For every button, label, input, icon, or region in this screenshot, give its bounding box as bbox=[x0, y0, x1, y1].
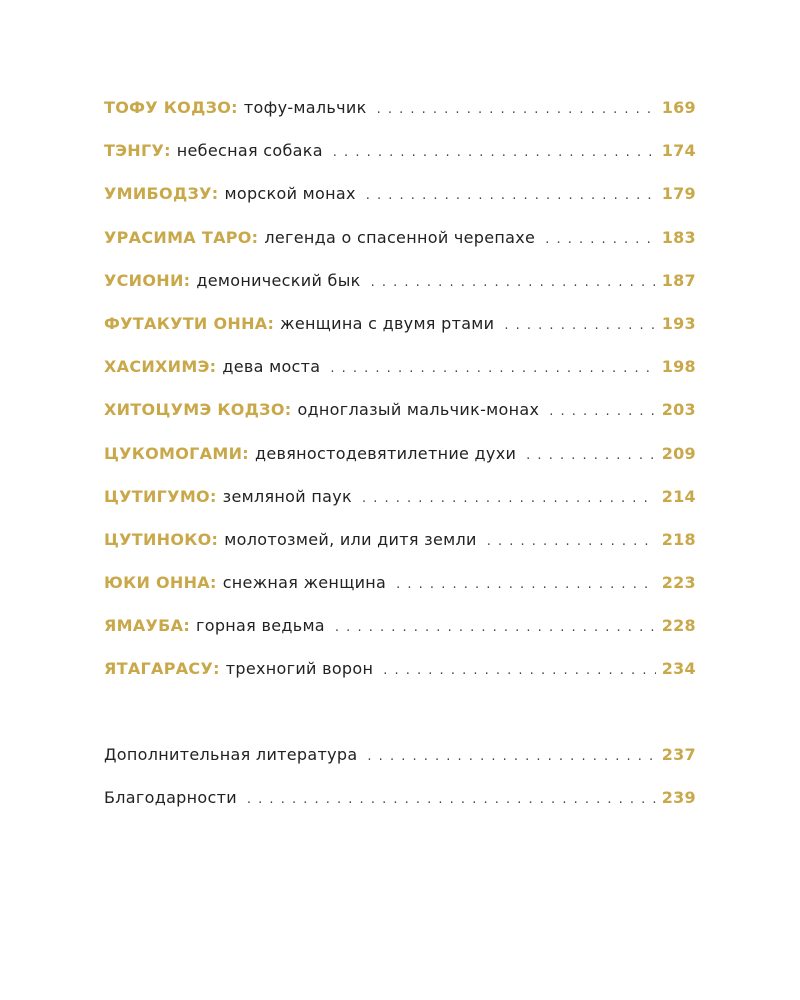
dot-leader bbox=[396, 574, 656, 596]
toc-entry[interactable] bbox=[104, 615, 696, 658]
entry-name: ФУТАКУТИ ОННА: bbox=[104, 313, 275, 333]
dot-leader bbox=[333, 142, 656, 164]
entry-name: ХАСИХИМЭ: bbox=[104, 357, 217, 377]
page-number: 228 bbox=[661, 616, 696, 636]
chapter-list bbox=[104, 97, 696, 702]
dot-leader bbox=[549, 401, 655, 423]
entry-subtitle: одноглазый мальчик-монах bbox=[297, 400, 540, 420]
page-number: 223 bbox=[661, 573, 696, 593]
entry-name: ТЭНГУ: bbox=[104, 141, 171, 161]
page-number: 214 bbox=[661, 486, 696, 506]
toc-entry[interactable] bbox=[104, 658, 696, 701]
entry-title: Благодарности bbox=[104, 788, 237, 808]
dot-leader bbox=[545, 229, 656, 251]
entry-subtitle: женщина с двумя ртами bbox=[280, 313, 495, 333]
toc-entry[interactable] bbox=[104, 183, 696, 226]
dot-leader bbox=[366, 185, 656, 207]
entry-subtitle: горная ведьма bbox=[196, 616, 325, 636]
entry-title: Дополнительная литература bbox=[104, 745, 358, 764]
dot-leader bbox=[377, 99, 656, 121]
entry-name: УСИОНИ: bbox=[104, 270, 191, 290]
page-number: 169 bbox=[661, 98, 696, 117]
toc-entry[interactable] bbox=[104, 356, 696, 399]
entry-subtitle: морской монах bbox=[224, 184, 356, 204]
back-matter-entry[interactable] bbox=[104, 787, 696, 830]
page-number: 239 bbox=[661, 788, 696, 808]
entry-subtitle: демонический бык bbox=[196, 270, 361, 290]
entry-name: ЦУТИНОКО: bbox=[104, 529, 219, 549]
page-number: 203 bbox=[661, 400, 696, 420]
toc-entry[interactable] bbox=[104, 486, 696, 529]
entry-subtitle: молотозмей, или дитя земли bbox=[224, 529, 477, 549]
entry-name: ЯТАГАРАСУ: bbox=[104, 659, 220, 679]
page-number: 218 bbox=[661, 529, 696, 549]
entry-name: ЦУКОМОГАМИ: bbox=[104, 443, 249, 463]
page-number: 179 bbox=[661, 184, 696, 204]
toc-entry[interactable] bbox=[104, 97, 696, 140]
page-number: 193 bbox=[661, 313, 696, 333]
entry-name: ХИТОЦУМЭ КОДЗО: bbox=[104, 400, 292, 420]
dot-leader bbox=[362, 488, 656, 510]
page-number: 198 bbox=[661, 357, 696, 377]
entry-name: ЮКИ ОННА: bbox=[104, 573, 217, 593]
page-number: 174 bbox=[661, 141, 696, 161]
toc-entry[interactable] bbox=[104, 572, 696, 615]
entry-name: ТОФУ КОДЗО: bbox=[104, 98, 238, 117]
page-number: 209 bbox=[661, 443, 696, 463]
dot-leader bbox=[487, 531, 656, 553]
entry-name: ЯМАУБА: bbox=[104, 616, 191, 636]
entry-subtitle: трехногий ворон bbox=[225, 659, 374, 679]
entry-subtitle: снежная женщина bbox=[222, 573, 387, 593]
back-matter-entry[interactable] bbox=[104, 744, 696, 787]
toc-entry[interactable] bbox=[104, 399, 696, 442]
page-number: 237 bbox=[661, 745, 696, 764]
back-matter-list bbox=[104, 744, 696, 830]
toc-entry[interactable] bbox=[104, 140, 696, 183]
toc-entry[interactable] bbox=[104, 443, 696, 486]
entry-subtitle: тофу-мальчик bbox=[243, 98, 367, 117]
entry-subtitle: земляной паук bbox=[222, 486, 352, 506]
dot-leader bbox=[383, 660, 655, 682]
dot-leader bbox=[526, 445, 656, 467]
toc-entry[interactable] bbox=[104, 270, 696, 313]
dot-leader bbox=[367, 746, 655, 768]
toc-entry[interactable] bbox=[104, 227, 696, 270]
dot-leader bbox=[504, 315, 655, 337]
entry-name: УМИБОДЗУ: bbox=[104, 184, 219, 204]
entry-subtitle: небесная собака bbox=[176, 141, 323, 161]
dot-leader bbox=[330, 358, 655, 380]
toc-entry[interactable] bbox=[104, 529, 696, 572]
entry-name: УРАСИМА ТАРО: bbox=[104, 227, 259, 247]
entry-name: ЦУТИГУМО: bbox=[104, 486, 217, 506]
dot-leader bbox=[247, 789, 656, 811]
page-number: 183 bbox=[661, 227, 696, 247]
dot-leader bbox=[335, 617, 656, 639]
entry-subtitle: девяностодевятилетние духи bbox=[254, 443, 517, 463]
entry-subtitle: легенда о спасенной черепахе bbox=[264, 227, 536, 247]
page-number: 234 bbox=[661, 659, 696, 679]
dot-leader bbox=[371, 272, 656, 294]
page-number: 187 bbox=[661, 270, 696, 290]
toc-entry[interactable] bbox=[104, 313, 696, 356]
entry-subtitle: дева моста bbox=[222, 357, 321, 377]
